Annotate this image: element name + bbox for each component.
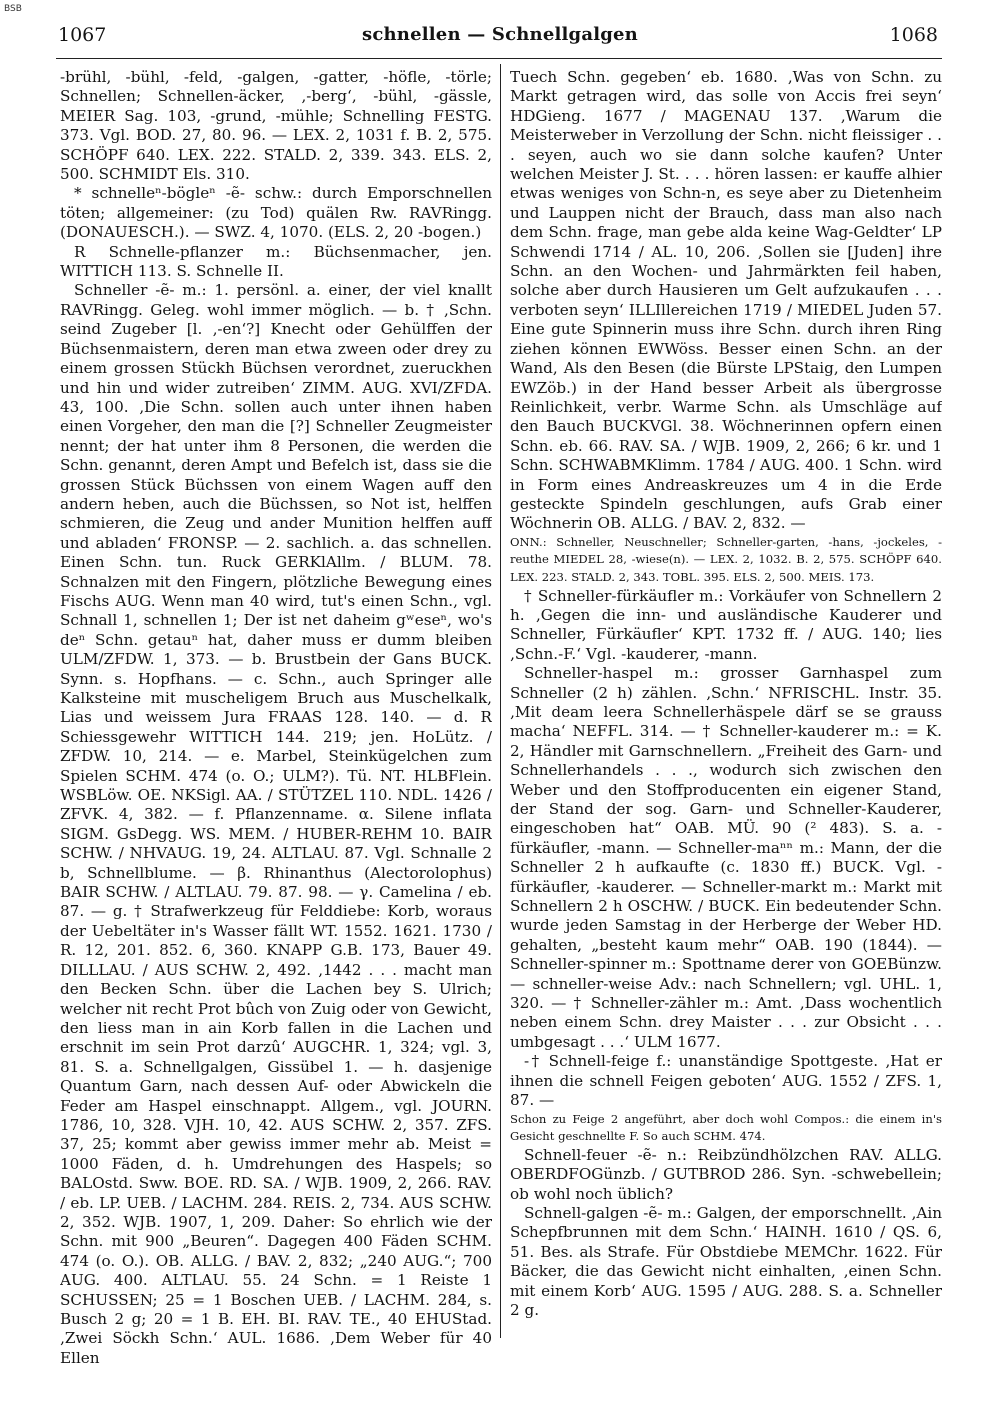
entry-schnelle-pflanzer: R Schnelle-pflanzer m.: Büchsenmacher, jen. WITTICH 113. S. Schnelle II.: [60, 242, 492, 281]
entry-schneller-place-names: ONN.: Schneller, Neuschneller; Schneller-garten, -hans, -jockeles, -reuthe MIEDEL 28, -wiese(n). — LEX. 2, 1032. B. 2, 575. SCHÖPF 640. LEX. 223. STALD. 2, 343. TOBL. 395. ELS. 2, 500. MEIS. 173.: [510, 534, 942, 584]
entry-place-names: -brühl, -bühl, -feld, -galgen, -gatter, -höfle, -törle; Schnellen; Schnellen-äcker, ‚-berg‘, -bühl, -gässle, MEIER Sag. 103, -grund, -mühle; Schnelling FESTG. 373. Vgl. BOD. 27, 80. 96. — LEX. 2, 1031 f. B. 2, 575. SCHÖPF 640. LEX. 222. STALD. 2, 339. 343. ELS. 2, 500. SCHMIDT Els. 310.: [60, 68, 492, 184]
entry-schneller-haspel: Schneller-haspel m.: grosser Garnhaspel zum Schneller (2 h) zählen. ‚Schn.‘ NFRISCHL. Instr. 35. ‚Mit deam leera Schnellerhäspele därf se se grauss macha‘ NEFFL. 314. — † Schneller-kauderer m.: = K. 2, Händler mit Garnschnellern. „Freiheit des Garn- und Schnellerhandels . . ., wodurch sich zwischen den Weber und den Stoffproducenten ein eigener Stand, der Stand der sog. Garn- und Schneller-Kauderer, eingeschoben hat“ OAB. MÜ. 90 (² 483). S. a. -fürkäufler, -mann. — Schneller-maⁿⁿ m.: Mann, der die Schneller 2 h aufkaufte (c. 1830 ff.) BUCK. Vgl. -fürkäufler, -kauderer. — Schneller-markt m.: Markt mit Schnellern 2 h OSCHW. / BUCK. Ein bedeutender Schn. wurde jeden Samstag in der Herberge der Weber HD. gehalten, „besteht kaum mehr“ OAB. 190 (1844). — Schneller-spinner m.: Spottname derer von GOEBünzw. — schneller-weise Adv.: nach Schnellern; vgl. UHL. 1, 320. — † Schneller-zähler m.: Amt. ‚Dass wochentlich neben einem Schn. drey Maister . . . zur Obsicht . . . umbgesagt . . .‘ ULM 1677.: [510, 664, 942, 1051]
right-page-number: 1068: [889, 24, 938, 46]
entry-schnell-feuer: Schnell-feuer -ẽ- n.: Reibzündhölzchen RAV. ALLG. OBERDFOGünzb. / GUTBROD 286. Syn. -schwebellein; ob wohl noch üblich?: [510, 1145, 942, 1203]
column-divider: [500, 64, 501, 1338]
entry-schneller-continued: Tuech Schn. gegeben‘ eb. 1680. ‚Was von Schn. zu Markt getragen wird, das solle von Accis frei seyn‘ HDGieng. 1677 / MAGENAU 137. ‚Warum die Meisterweber in Verzollung der Schn. nicht fleissiger . . . seyen, auch wo sie dann solche kaufen? Unter welchen Meister J. St. . . . hören lassen: er kauffe alhier etwas weniges von Schn-n, es seye aber zu Dietenheim und Lauppen nicht der Brauch, dass man also nach dem Schn. frage, man gebe alda keine Wag-Geldter‘ LP Schwendi 1714 / AL. 10, 206. ‚Sollen sie [Juden] ihre Schn. an den Wochen- und Jahrmärkten feil haben, solche aber durch Hausieren um Gelt aufzukaufen . . . verboten seyn‘ ILLIllereichen 1719 / MIEDEL Juden 57. Eine gute Spinnerin muss ihre Schn. durch ihren Ring ziehen können EWWöss. Besser einen Schn. an der Wand, Als den Besen (die Bürste LPStaig, den Lumpen EWZöb.) in der Hand besser Arbeit als übergrosse Reinlichkeit, verbr. Warme Schn. als Umschläge auf den Bauch BUCKVGl. 38. Wöchnerinnen opfern einen Schn. eb. 66. RAV. SA. / WJB. 1909, 2, 266; 6 kr. und 1 Schn. SCHWABMKlimm. 1784 / AUG. 400. 1 Schn. wird in Form eines Andreaskreuzes um 4 in die Erde gesteckte Spindeln geschlungen, aufs Grab einer Wöchnerin OB. ALLG. / BAV. 2, 832. —: [510, 68, 942, 533]
watermark: BSB: [4, 4, 22, 14]
entry-schnell-galgen: Schnell-galgen -ẽ- m.: Galgen, der emporschnellt. ‚Ain Schepfbrunnen mit dem Schn.‘ HAINH. 1610 / QS. 6, 51. Bes. als Strafe. Für Obstdiebe MEMChr. 1622. Für Bäcker, die das Gewicht nicht einhalten, ‚einen Schn. mit einem Korb‘ AUG. 1595 / AUG. 288. S. a. Schneller 2 g.: [510, 1203, 942, 1319]
entry-schnell-feige: -† Schnell-feige f.: unanständige Spottgeste. ‚Hat er ihnen die schnell Feigen geboten‘ AUG. 1552 / ZFS. 1, 87. —: [510, 1052, 942, 1110]
header-rule: [56, 58, 942, 59]
entry-schnell-feige-note: Schon zu Feige 2 angeführt, aber doch wohl Compos.: die einem in's Gesicht geschnellte F. So auch SCHM. 474.: [510, 1111, 942, 1144]
left-column: [60, 68, 492, 1408]
right-column: [510, 68, 942, 1408]
entry-schneller-furkaufler: † Schneller-fürkäufler m.: Vorkäufer von Schnellern 2 h. ‚Gegen die inn- und ausländische Kauderer und Schneller, Fürkäufler‘ KPT. 1732 ff. / AUG. 140; lies ‚Schn.-F.‘ Vgl. -kauderer, -mann.: [510, 586, 942, 663]
page-title: schnellen — Schnellgalgen: [362, 24, 638, 45]
entry-schnellen-boglen: * schnelleⁿ-bögleⁿ -ẽ- schw.: durch Emporschnellen töten; allgemeiner: (zu Tod) quälen Rw. RAVRingg. (DONAUESCH.). — SWZ. 4, 1070. (ELS. 2, 20 -bogen.): [60, 184, 492, 242]
left-page-number: 1067: [58, 24, 107, 46]
entry-schneller: Schneller -ẽ- m.: 1. persönl. a. einer, der viel knallt RAVRingg. Geleg. wohl immer möglich. — b. † ‚Schn. seind Zugeber [l. ‚-en‘?] Knecht oder Gehülffen der Büchsenmaistern, deren man etwa zween oder drey zu einem grossen Stückh Büchsen verordnet, zueruckhen und hin und wider zutreiben‘ ZIMM. AUG. XVI/ZFDA. 43, 100. ‚Die Schn. sollen auch unter ihnen haben einen Vorgeher, den man die [?] Schneller Zeugmeister nennt; der hat unter ihm 8 Personen, die werden die Schn. genannt, deren Ampt und Befelch ist, dass sie die grossen Stück Büchssen von einem Wagen auff den andern heben, auch die Büchssen, so Not ist, helffen schmieren, die Zeug und ander Munition helffen auff und abladen‘ FRONSP. — 2. sachlich. a. das schnellen. Einen Schn. tun. Ruck GERKlAllm. / BLUM. 78. Schnalzen mit den Fingern, plötzliche Bewegung eines Fischs AUG. Wenn man 40 wird, tut's einen Schn., vgl. Schnall 1, schnellen 1; Der ist net daheim gʷeseⁿ, wo's deⁿ Schn. getauⁿ hat, daher muss er dumm bleiben ULM/ZFDW. 1, 373. — b. Brustbein der Gans BUCK. Synn. s. Hopfhans. — c. Schn., auch Springer alle Kalksteine mit muscheligem Bruch aus Muschelkalk, Lias und weissem Jura FRAAS 128. 140. — d. R Schiessgewehr WITTICH 144. 219; jen. HoLütz. / ZFDW. 10, 214. — e. Marbel, Steinkügelchen zum Spielen SCHM. 474 (o. O.; ULM?). Tü. NT. HLBFlein. WSBLöw. OE. NKSigl. AA. / STÜTZEL 110. NDL. 1426 / ZFVK. 4, 382. — f. Pflanzenname. α. Silene inflata SIGM. GsDegg. WS. MEM. / HUBER-REHM 10. BAIR SCHW. / NHVAUG. 19, 24. ALTLAU. 87. Vgl. Schnalle 2 b, Schnellblume. — β. Rhinanthus (Alectorolophus) BAIR SCHW. / ALTLAU. 79. 87. 98. — γ. Camelina / eb. 87. — g. † Strafwerkzeug für Felddiebe: Korb, woraus der Uebeltäter in's Wasser fällt WT. 1552. 1621. 1730 / R. 12, 201. 852. 6, 360. KNAPP G.B. 173, Bauer 49. DILLLAU. / AUS SCHW. 2, 492. ‚1442 . . . macht man den Becken Schn. über die Lachen bey S. Ulrich; welcher nit recht Prot bûch von Zuig oder von Gewicht, den liess man in ain Korb fallen in die Lachen und erschnit im sein Prot darzû‘ AUGCHR. 1, 324; vgl. 3, 81. S. a. Schnellgalgen, Gissübel 1. — h. dasjenige Quantum Garn, nach dessen Auf- oder Abwickeln die Feder am Haspel einschnappt. Allgem., vgl. JOURN. 1786, 10, 328. VJH. 10, 42. AUS SCHW. 2, 357. ZFS. 37, 25; kommt aber gewiss immer mehr ab. Meist = 1000 Fäden, d. h. Umdrehungen des Haspels; so BALOstd. Sww. BOE. RD. SA. / WJB. 1909, 2, 266. RAV. / eb. LP. UEB. / LACHM. 284. REIS. 2, 734. AUS SCHW. 2, 352. WJB. 1907, 1, 209. Daher: So ehrlich wie der Schn. mit 900 „Beuren“. Dagegen 400 Fäden SCHM. 474 (o. O.). OB. ALLG. / BAV. 2, 832; „240 AUG.“; 700 AUG. 400. ALTLAU. 55. 24 Schn. = 1 Reiste 1 SCHUSSEN; 25 = 1 Boschen UEB. / LACHM. 284, s. Busch 2 g; 20 = 1 B. EH. BI. RAV. TE., 40 EHUStad. ‚Zwei Söckh Schn.‘ AUL. 1686. ‚Dem Weber für 40 Ellen: [60, 281, 492, 1367]
